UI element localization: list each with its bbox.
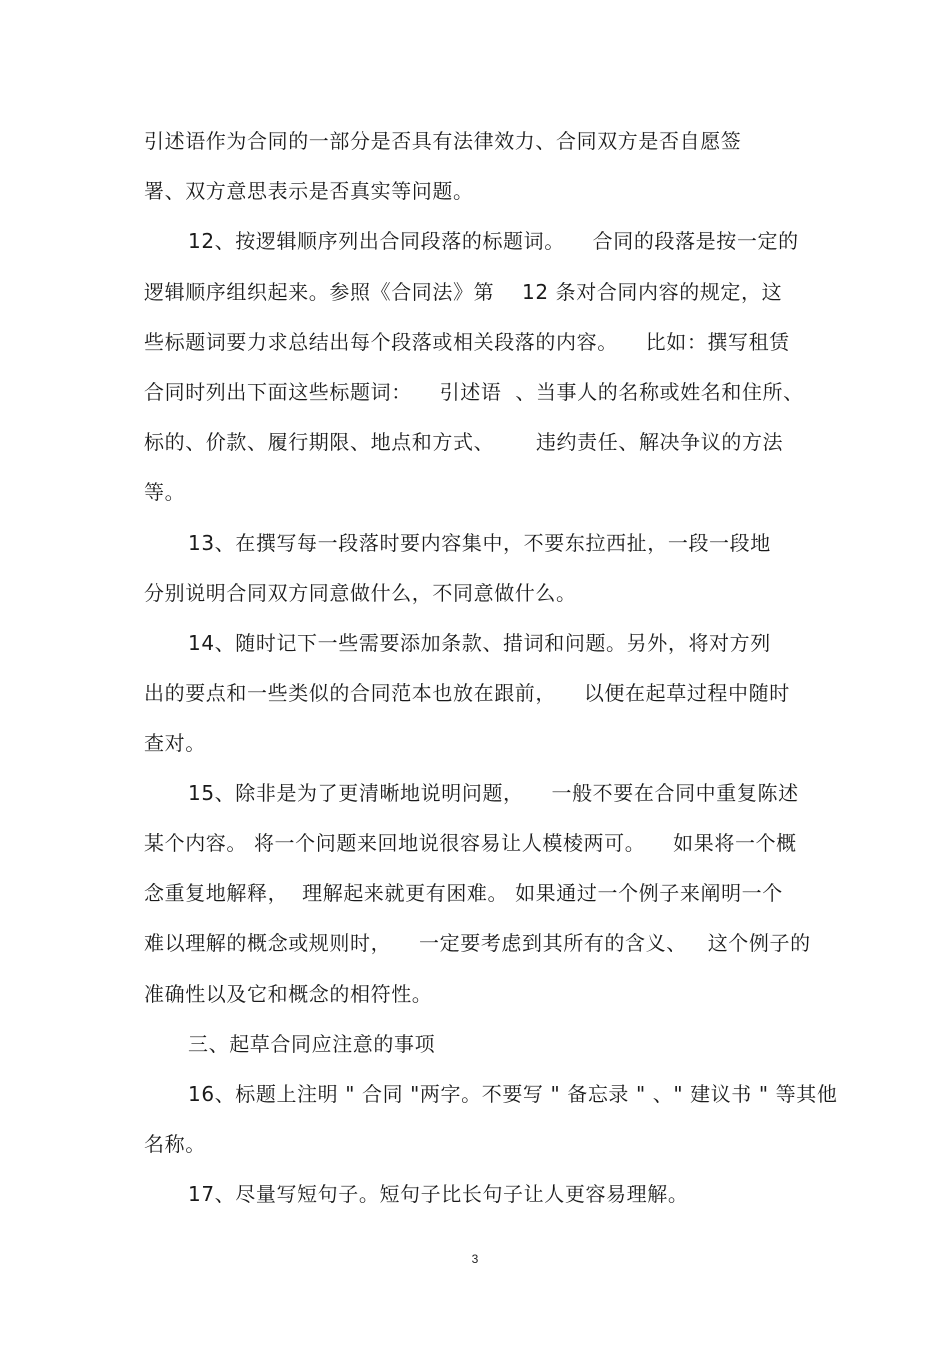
text-line: 名称。 bbox=[144, 1132, 206, 1156]
paragraph-16-start: 16、标题上注明 " 合同 "两字。不要写 " 备忘录 " 、" 建议书 " 等其他 bbox=[188, 1082, 838, 1106]
text-line: 合同时列出下面这些标题词： 引述语 、当事人的名称或姓名和住所、 bbox=[144, 380, 804, 404]
paragraph-17-start: 17、尽量写短句子。短句子比长句子让人更容易理解。 bbox=[188, 1182, 689, 1206]
text-line: 念重复地解释， 理解起来就更有困难。 如果通过一个例子来阐明一个 bbox=[144, 881, 783, 905]
text-line: 分别说明合同双方同意做什么，不同意做什么。 bbox=[144, 581, 577, 605]
text-line: 标的、价款、履行期限、地点和方式、 违约责任、解决争议的方法 bbox=[144, 430, 784, 454]
paragraph-13-start: 13、在撰写每一段落时要内容集中，不要东拉西扯，一段一段地 bbox=[188, 531, 771, 555]
paragraph-15-start: 15、除非是为了更清晰地说明问题， 一般不要在合同中重复陈述 bbox=[188, 781, 799, 805]
paragraph-14-start: 14、随时记下一些需要添加条款、措词和问题。另外，将对方列 bbox=[188, 631, 771, 655]
page-number: 3 bbox=[471, 1252, 479, 1266]
text-line: 些标题词要力求总结出每个段落或相关段落的内容。 比如：撰写租赁 bbox=[144, 330, 790, 354]
text-line: 准确性以及它和概念的相符性。 bbox=[144, 982, 433, 1006]
text-line: 某个内容。 将一个问题来回地说很容易让人模棱两可。 如果将一个概 bbox=[144, 831, 797, 855]
text-line: 出的要点和一些类似的合同范本也放在跟前， 以便在起草过程中随时 bbox=[144, 681, 790, 705]
section-heading: 三、起草合同应注意的事项 bbox=[188, 1032, 436, 1056]
text-line: 署、双方意思表示是否真实等问题。 bbox=[144, 179, 474, 203]
text-line: 逻辑顺序组织起来。参照《合同法》第 12 条对合同内容的规定，这 bbox=[144, 280, 783, 304]
text-line: 难以理解的概念或规则时， 一定要考虑到其所有的含义、 这个例子的 bbox=[144, 931, 811, 955]
text-line: 查对。 bbox=[144, 731, 206, 755]
text-line: 等。 bbox=[144, 480, 186, 504]
text-line: 引述语作为合同的一部分是否具有法律效力、合同双方是否自愿签 bbox=[144, 129, 742, 153]
paragraph-12-start: 12、按逻辑顺序列出合同段落的标题词。 合同的段落是按一定的 bbox=[188, 229, 799, 253]
